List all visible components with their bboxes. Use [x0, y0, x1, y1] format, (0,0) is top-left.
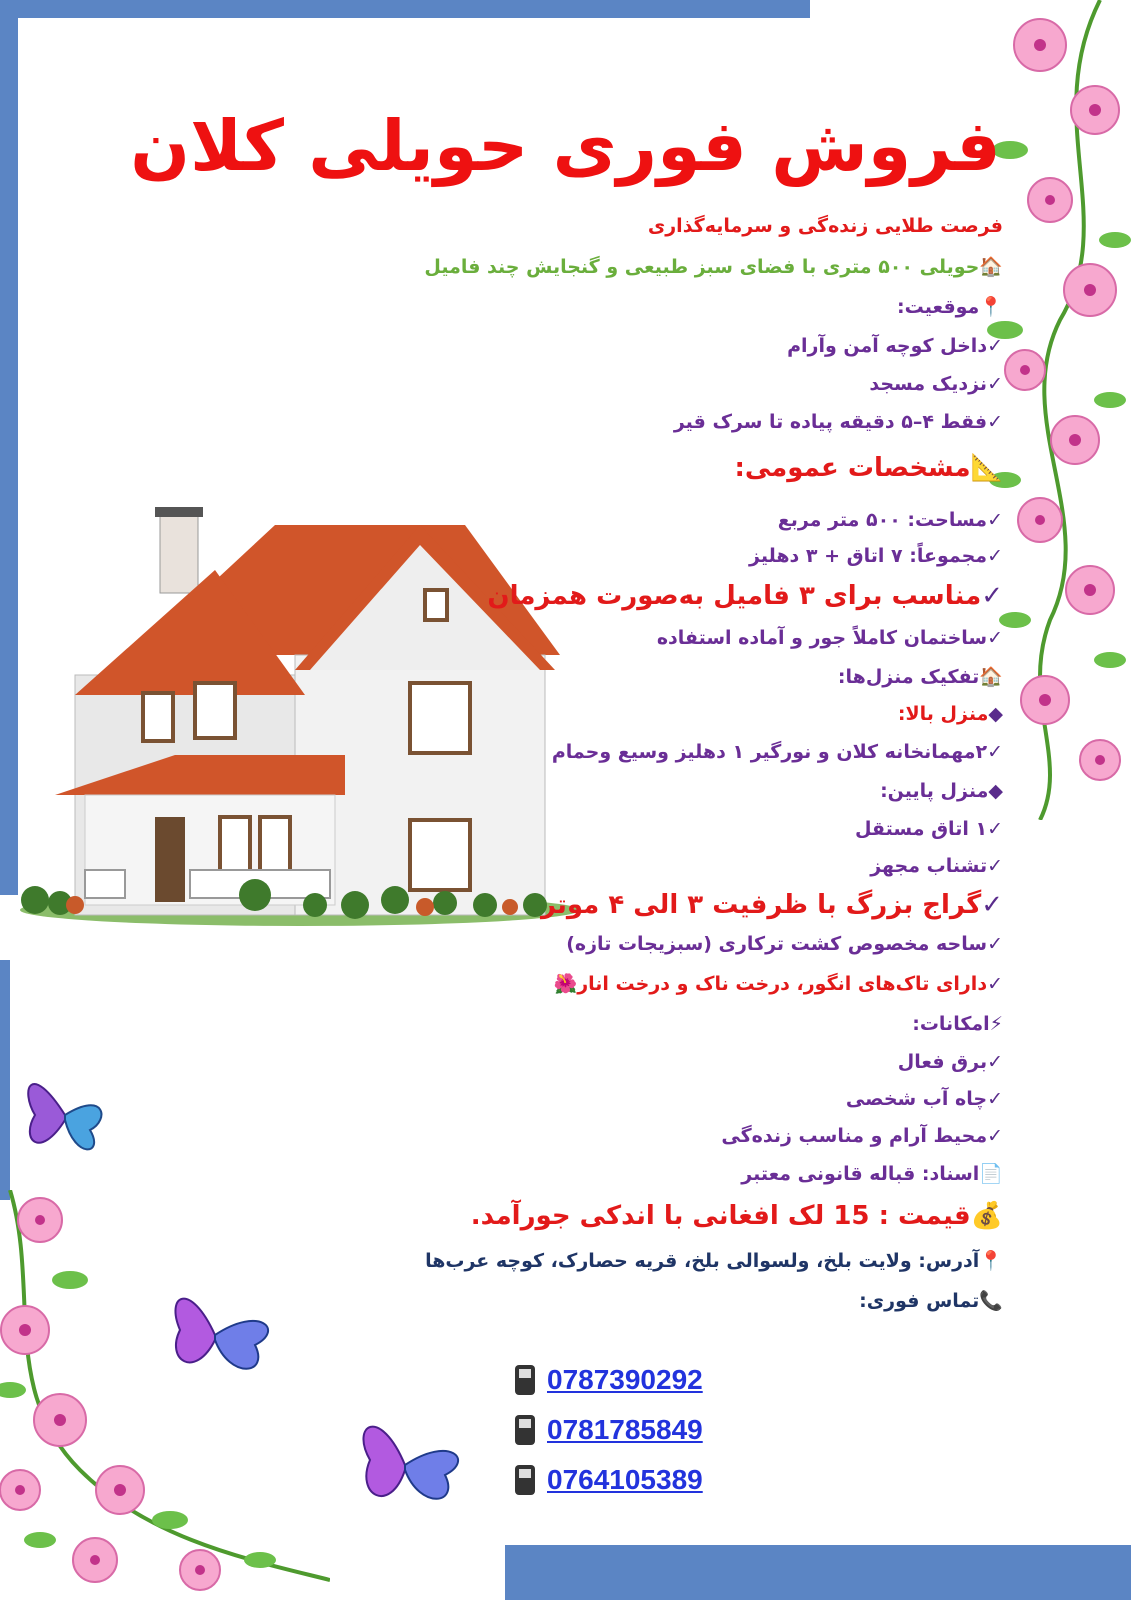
- listing-line: [657, 627, 1003, 649]
- phone-row: [515, 1355, 703, 1405]
- listing-line: [424, 255, 1003, 278]
- line-text: حویلی ۵۰۰ متری با فضای سبز طبیعی و گنجایش چند فامیل: [424, 256, 980, 278]
- line-bullet-icon: 🏠: [979, 256, 1003, 278]
- listing-line: [721, 1125, 1003, 1147]
- line-bullet-icon: ✓: [987, 855, 1003, 877]
- listing-line: [487, 581, 1003, 611]
- line-bullet-icon: ✓: [987, 545, 1003, 567]
- line-text: منزل بالا:: [897, 703, 989, 725]
- line-text: فقط ۴–۵ دقیقه پیاده تا سرک قیر: [673, 411, 988, 433]
- line-bullet-icon: ✓: [981, 890, 1003, 920]
- listing-line: [552, 741, 1003, 763]
- butterfly-icon: [160, 1275, 290, 1385]
- line-bullet-icon: ✓: [987, 973, 1003, 995]
- line-bullet-icon: ◆: [988, 780, 1003, 802]
- line-text: ساختمان کاملاً جور و آماده استفاده: [656, 627, 988, 649]
- listing-line: [749, 545, 1003, 567]
- phone-number-link[interactable]: 0781785849: [547, 1414, 703, 1445]
- line-bullet-icon: 💰: [970, 1201, 1003, 1231]
- listing-line: [734, 453, 1003, 483]
- listing-line: [778, 509, 1003, 531]
- line-text: ۲مهمانخانه کلان و نورگیر ۱ دهلیز وسیع وحمام: [551, 741, 988, 763]
- phone-list: [515, 1355, 703, 1505]
- line-bullet-icon: ✓: [981, 581, 1003, 611]
- line-text: برق فعال: [897, 1051, 988, 1073]
- line-bullet-icon: 📍: [979, 1250, 1003, 1272]
- line-text: منزل پایین:: [880, 780, 989, 802]
- line-bullet-icon: 📄: [979, 1163, 1003, 1185]
- line-text: تشناب مجهز: [870, 855, 988, 877]
- listing-line: [870, 855, 1003, 877]
- listing-line: [554, 972, 1003, 995]
- line-bullet-icon: ✓: [987, 933, 1003, 955]
- line-text: مساحت: ۵۰۰ متر مربع: [777, 509, 988, 531]
- listing-line: [648, 215, 1003, 237]
- line-text: نزدیک مسجد: [869, 373, 988, 395]
- line-bullet-icon: ✓: [987, 509, 1003, 531]
- line-bullet-icon: ◆: [988, 703, 1003, 725]
- listing-line: [838, 665, 1003, 688]
- line-bullet-icon: ✓: [987, 411, 1003, 433]
- butterfly-icon: [20, 1060, 110, 1170]
- line-bullet-icon: ✓: [987, 1125, 1003, 1147]
- line-bullet-icon: ✓: [987, 1051, 1003, 1073]
- frame-bottom-border: [505, 1545, 1131, 1600]
- line-bullet-icon: 🏠: [979, 666, 1003, 688]
- listing-line: [912, 1013, 1003, 1035]
- line-text: موقعیت:: [897, 296, 980, 318]
- line-text: آدرس: ولایت بلخ، ولسوالی بلخ، قریه حصارک، کوچه عرب‌ها: [425, 1250, 980, 1272]
- line-text: تفکیک منزل‌ها:: [837, 666, 980, 688]
- listing-line: [787, 335, 1003, 357]
- line-text: محیط آرام و مناسب زندەگی: [721, 1125, 988, 1147]
- line-bullet-icon: ⚡: [989, 1013, 1003, 1035]
- line-bullet-icon: ✓: [987, 818, 1003, 840]
- butterfly-icon: [350, 1400, 480, 1520]
- line-text: قیمت : 15 لک افغانی با اندکی جورآمد.: [470, 1201, 971, 1231]
- phone-number-link[interactable]: 0787390292: [547, 1364, 703, 1395]
- line-text: ساحه مخصوص کشت ترکاری (سبزیجات تازه): [566, 933, 988, 955]
- flower-vine-bottom-left: [0, 1190, 330, 1600]
- listing-line: [880, 780, 1003, 802]
- mobile-phone-icon: [515, 1465, 535, 1495]
- line-bullet-icon: ✓: [987, 741, 1003, 763]
- line-text: دارای تاک‌های انگور، درخت ناک و درخت انار🌺: [553, 973, 988, 995]
- line-text: مشخصات عمومی:: [734, 453, 971, 483]
- listing-line: [855, 818, 1003, 840]
- listing-line: [846, 1088, 1003, 1110]
- line-text: داخل کوچه آمن وآرام: [787, 335, 988, 357]
- line-bullet-icon: ✓: [987, 1088, 1003, 1110]
- page-title: فروش فوری حویلی کلان: [130, 105, 1001, 187]
- listing-line: [566, 933, 1003, 955]
- mobile-phone-icon: [515, 1415, 535, 1445]
- listing-line: [898, 703, 1003, 725]
- line-text: تماس فوری:: [859, 1290, 980, 1312]
- line-text: ۱ اتاق مستقل: [854, 818, 988, 840]
- phone-row: [515, 1455, 703, 1505]
- line-bullet-icon: ✓: [987, 373, 1003, 395]
- listing-line: [425, 1249, 1003, 1272]
- line-bullet-icon: ✓: [987, 627, 1003, 649]
- listing-line: [859, 1289, 1003, 1312]
- line-text: گراج بزرگ با ظرفیت ۳ الی ۴ موتر: [540, 890, 982, 920]
- frame-left-border-lower: [0, 960, 10, 1200]
- phone-row: [515, 1405, 703, 1455]
- house-illustration: [15, 505, 590, 930]
- listing-line: [741, 1162, 1003, 1185]
- line-text: مجموعاً: ۷ اتاق + ۳ دهلیز: [749, 545, 988, 567]
- line-bullet-icon: ✓: [987, 335, 1003, 357]
- frame-top-border: [0, 0, 810, 18]
- line-text: فرصت طلایی زندەگی و سرمایەگذاری: [647, 215, 1003, 237]
- line-bullet-icon: 📐: [970, 453, 1003, 483]
- line-bullet-icon: 📍: [979, 296, 1003, 318]
- line-text: امکانات:: [912, 1013, 990, 1035]
- phone-number-link[interactable]: 0764105389: [547, 1464, 703, 1495]
- line-text: چاه آب شخصی: [845, 1088, 988, 1110]
- listing-line: [541, 890, 1003, 920]
- listing-line: [869, 373, 1003, 395]
- mobile-phone-icon: [515, 1365, 535, 1395]
- listing-line: [471, 1201, 1003, 1231]
- line-text: اسناد: قباله قانونی معتبر: [741, 1163, 980, 1185]
- listing-line: [897, 295, 1003, 318]
- listing-line: [674, 411, 1003, 433]
- line-text: مناسب برای ۳ فامیل بەصورت همزمان: [487, 581, 982, 611]
- listing-line: [898, 1051, 1003, 1073]
- line-bullet-icon: 📞: [979, 1290, 1003, 1312]
